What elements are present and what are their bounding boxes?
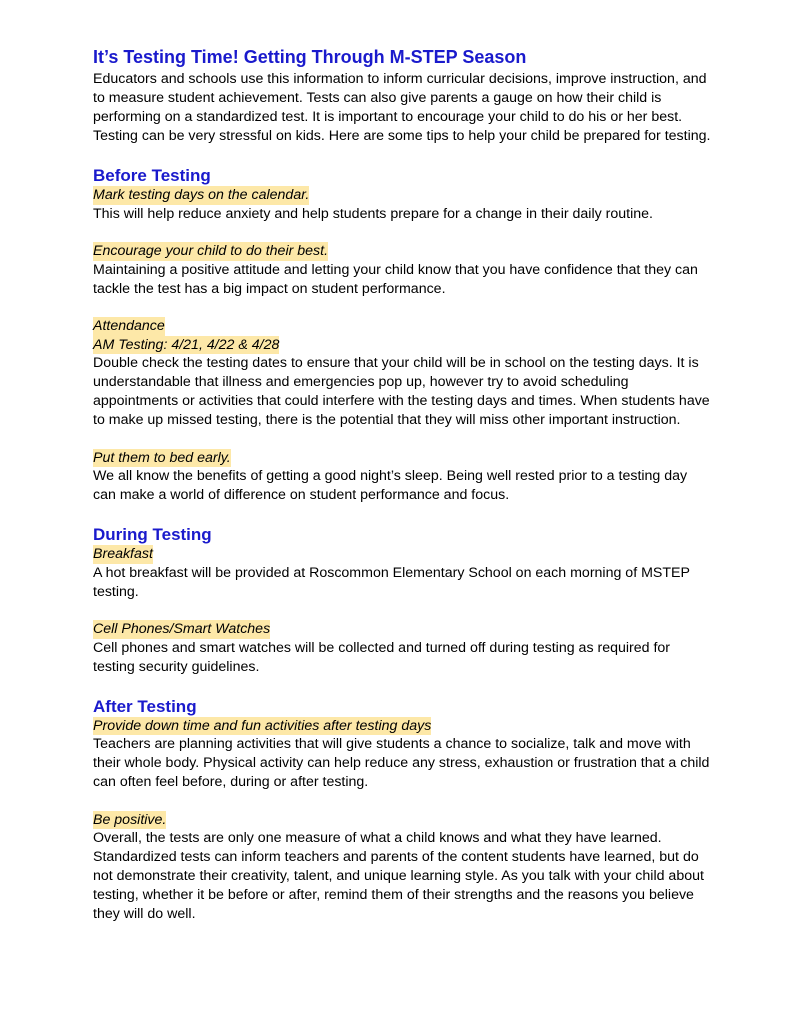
tip-attendance-dates: AM Testing: 4/21, 4/22 & 4/28: [93, 336, 280, 353]
after-testing-heading: After Testing: [93, 696, 197, 716]
spacer: [93, 299, 713, 318]
tip-bedtime-label: Put them to bed early.: [93, 449, 231, 466]
spacer: [93, 146, 713, 165]
tip-encourage-text: Maintaining a positive attitude and letting your child know that you have confidence that they can tackle the test has a big impact on student performance.: [93, 261, 698, 297]
after-testing-section: [93, 696, 713, 925]
tip-phones-label: Cell Phones/Smart Watches: [93, 621, 271, 637]
tip-positive: [93, 811, 713, 925]
spacer: [93, 430, 713, 449]
tip-calendar: [93, 186, 713, 224]
tip-breakfast-label: Breakfast: [93, 546, 153, 562]
tip-phones: [93, 620, 713, 677]
tip-attendance-label: Attendance: [93, 318, 165, 334]
spacer: [93, 677, 713, 696]
before-testing-heading: Before Testing: [93, 166, 211, 185]
tip-calendar-text: This will help reduce anxiety and help students prepare for a change in their daily routine.: [93, 205, 653, 222]
tip-positive-label: Be positive.: [93, 811, 167, 828]
tip-encourage-label: Encourage your child to do their best.: [93, 243, 329, 259]
tip-attendance-text: Double check the testing dates to ensure that your child will be in school on the testing days. It is understandable that illness and emergencies pop up, however try to avoid scheduling appointments or activities that could interfere with the testing days and times. When students have to make up missed testing, there is the potential that they will miss other important instruction.: [93, 355, 710, 428]
tip-positive-text: Overall, the tests are only one measure of what a child knows and what they have learned. Standardized tests can inform teachers and parents of the content students have learned, but do not demonstrate their creativity, talent, and unique learning style. As you talk with your child about testing, whether it be before or after, remind them of their strengths and the reasons you believe they will do well.: [93, 830, 704, 922]
during-testing-heading: During Testing: [93, 525, 212, 544]
spacer: [93, 602, 713, 621]
during-testing-section: [93, 524, 713, 677]
tip-downtime: [93, 717, 713, 793]
document-page: [93, 46, 713, 924]
page-title: It’s Testing Time! Getting Through M-STEP Season: [93, 47, 527, 67]
tip-breakfast-text: A hot breakfast will be provided at Roscommon Elementary School on each morning of MSTEP testing.: [93, 564, 690, 600]
tip-downtime-label: Provide down time and fun activities after testing days: [93, 717, 432, 734]
spacer: [93, 224, 713, 243]
tip-calendar-label: Mark testing days on the calendar.: [93, 187, 310, 203]
tip-bedtime: [93, 449, 713, 506]
tip-phones-text: Cell phones and smart watches will be collected and turned off during testing as required for testing security guidelines.: [93, 639, 671, 675]
tip-bedtime-text: We all know the benefits of getting a good night’s sleep. Being well rested prior to a testing day can make a world of difference on student performance and focus.: [93, 468, 688, 503]
tip-downtime-text: Teachers are planning activities that will give students a chance to socialize, talk and move with their whole body. Physical activity can help reduce any stress, exhaustion or frustration that a child can often feel before, during or after testing.: [93, 736, 710, 790]
spacer: [93, 505, 713, 524]
spacer: [93, 792, 713, 811]
tip-breakfast: [93, 545, 713, 602]
before-testing-section: [93, 165, 713, 505]
tip-encourage: [93, 242, 713, 299]
tip-attendance: [93, 317, 713, 430]
intro-paragraph: Educators and schools use this information to inform curricular decisions, improve instruction, and to measure student achievement. Tests can also give parents a gauge on how their child is performing on a standardized test. It is important to encourage your child to do his or her best. Testing can be very stressful on kids. Here are some tips to help your child be prepared for testing.: [93, 71, 711, 144]
